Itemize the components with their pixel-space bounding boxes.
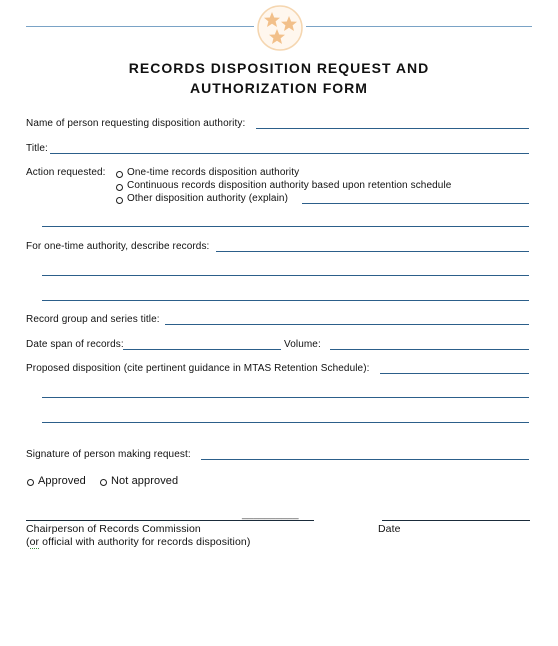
proposed-label: Proposed disposition (cite pertinent guidance in MTAS Retention Schedule): (26, 363, 370, 374)
date-span-label: Date span of records: (26, 339, 124, 350)
chairperson-label: Chairperson of Records Commission (26, 523, 201, 535)
three-stars-seal (256, 4, 304, 52)
date-field[interactable] (382, 520, 530, 521)
proposed-field-3[interactable] (42, 422, 529, 423)
signature-label: Signature of person making request: (26, 449, 191, 460)
not-approved-label: Not approved (111, 475, 179, 487)
radio-approved[interactable] (27, 479, 34, 486)
record-group-label: Record group and series title: (26, 314, 160, 325)
volume-field[interactable] (330, 349, 529, 350)
title-label: Title: (26, 143, 48, 154)
radio-one-time[interactable] (116, 171, 123, 178)
header-rule-left (26, 26, 254, 27)
name-field[interactable] (256, 128, 529, 129)
header-rule-right (306, 26, 532, 27)
option-one-time-label: One-time records disposition authority (127, 167, 300, 178)
one-time-describe-field-3[interactable] (42, 300, 529, 301)
chairperson-dash: __________ (242, 509, 299, 520)
date-label: Date (378, 523, 401, 535)
official-note-rest: official with authority for records disposition) (39, 536, 251, 548)
volume-label: Volume: (284, 339, 321, 350)
radio-other[interactable] (116, 197, 123, 204)
radio-not-approved[interactable] (100, 479, 107, 486)
record-group-field[interactable] (165, 324, 529, 325)
option-other-label: Other disposition authority (explain) (127, 193, 288, 204)
form-title-line1: RECORDS DISPOSITION REQUEST AND (128, 60, 430, 76)
one-time-describe-field[interactable] (216, 251, 529, 252)
option-continuous-label: Continuous records disposition authority based upon retention schedule (127, 180, 452, 191)
title-field[interactable] (50, 153, 529, 154)
official-note-open: ( (26, 536, 30, 548)
one-time-label: For one-time authority, describe records: (26, 241, 210, 252)
approved-label: Approved (38, 475, 86, 487)
one-time-describe-field-2[interactable] (42, 275, 529, 276)
other-explain-field[interactable] (302, 203, 529, 204)
radio-continuous[interactable] (116, 184, 123, 191)
form-title-line2: AUTHORIZATION FORM (190, 80, 368, 96)
official-note-or: or (29, 536, 40, 548)
signature-field[interactable] (201, 459, 529, 460)
official-note (26, 536, 250, 548)
name-label: Name of person requesting disposition authority: (26, 118, 246, 129)
date-span-field[interactable] (123, 349, 281, 350)
action-label: Action requested: (26, 167, 106, 178)
proposed-field[interactable] (380, 373, 529, 374)
proposed-field-2[interactable] (42, 397, 529, 398)
other-explain-field-2[interactable] (42, 226, 529, 227)
